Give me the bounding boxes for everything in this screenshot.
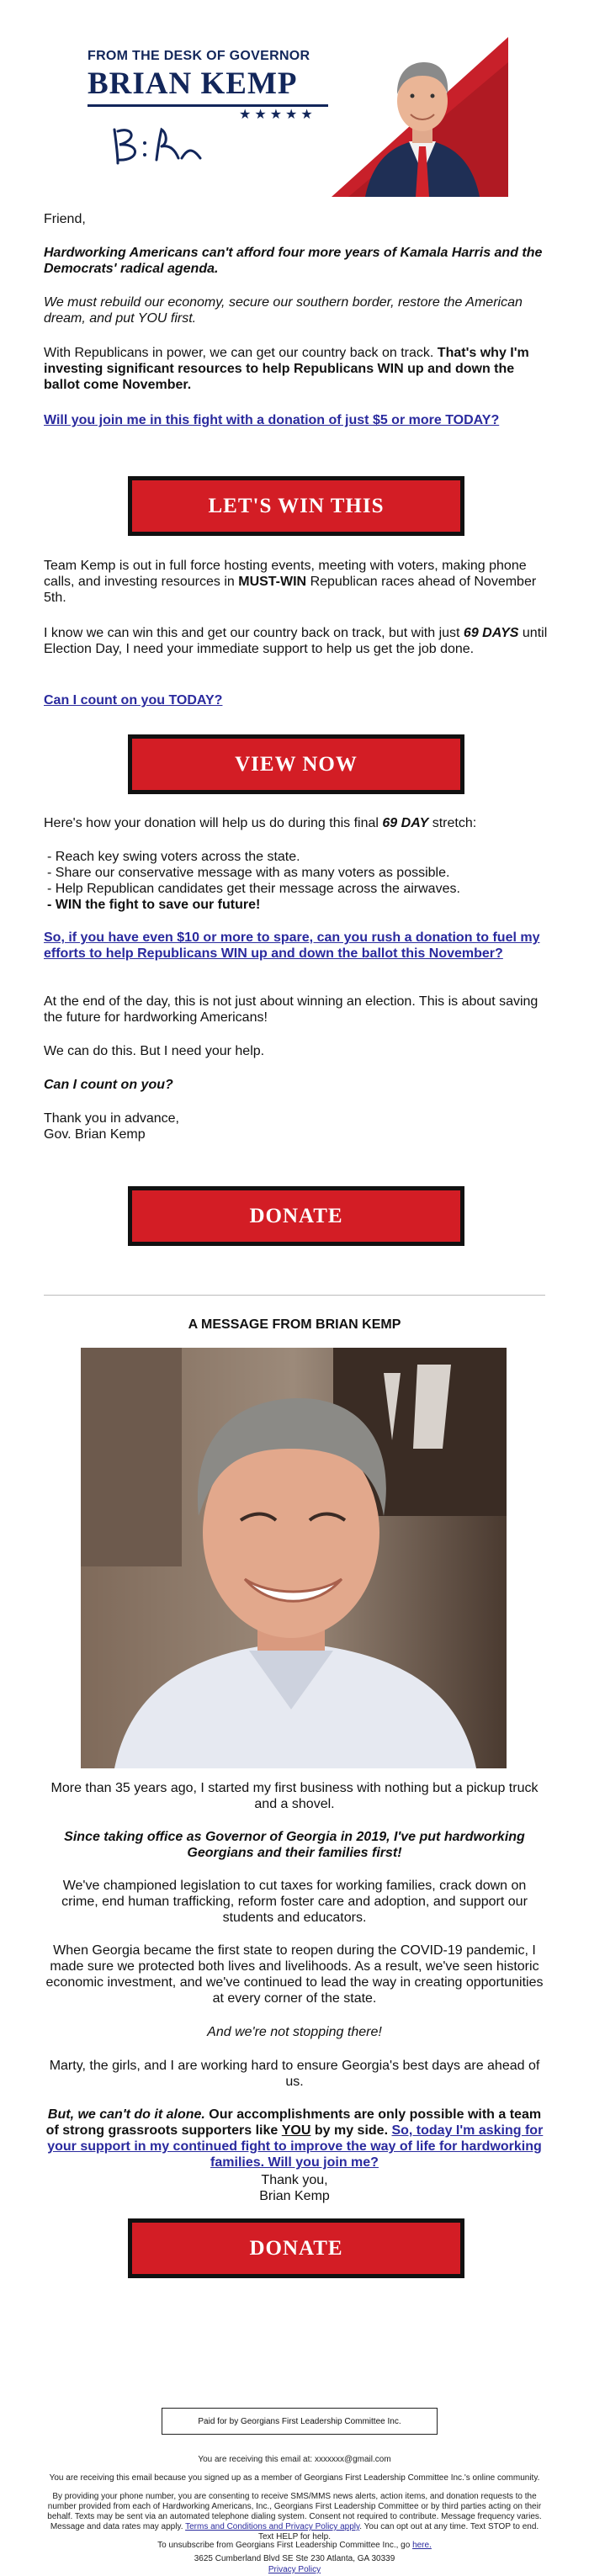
address-line-1: 3625 Cumberland Blvd SE Ste 230 xyxy=(194,2554,325,2563)
intro-italic: We must rebuild our economy, secure our southern border, restore the American dream, and put YOU first. xyxy=(44,295,523,326)
republicans-plain: With Republicans in power, we can get our country back on track. xyxy=(44,346,434,360)
footer-signed-up: You are receiving this email because you signed up as a member of Georgians First Leadership Committee Inc.'s online community. xyxy=(49,2473,540,2483)
republicans-bold: That's why I'm investing significant resources to help Republicans WIN up and down the ballot come November. xyxy=(44,346,529,392)
section-divider xyxy=(44,1295,545,1296)
bio-support-paragraph xyxy=(44,2107,545,2171)
republicans-paragraph xyxy=(44,345,549,393)
privacy-policy-link[interactable]: Privacy Policy xyxy=(268,2565,321,2574)
end-of-day-paragraph: At the end of the day, this is not just about winning an election. This is about saving the future for hardworking Americans! xyxy=(44,994,539,1025)
bio-governor: Since taking office as Governor of Georgia in 2019, I've put hardworking Georgians and their families first! xyxy=(64,1830,525,1860)
message-title: A MESSAGE FROM BRIAN KEMP xyxy=(188,1317,401,1332)
count-on-you: Can I count on you? xyxy=(44,1078,173,1092)
donation-intro-a: Here's how your donation will help us do during this final xyxy=(44,816,379,830)
bio-thanks: Thank you, xyxy=(261,2173,328,2187)
bio-family: Marty, the girls, and I are working hard to ensure Georgia's best days are ahead of us. xyxy=(49,2059,540,2089)
list-item: - Reach key swing voters across the state. xyxy=(47,850,300,864)
greeting: Friend, xyxy=(44,212,86,226)
days-count: 69 DAYS xyxy=(463,626,519,640)
bio-legislation: We've championed legislation to cut taxes for working families, crack down on crime, end human trafficking, reform foster care and adoption, and support our students and educators. xyxy=(61,1879,528,1925)
header-banner xyxy=(82,29,508,197)
bio-side: by my side. xyxy=(314,2123,389,2138)
list-item: - Help Republican candidates get their message across the airwaves. xyxy=(47,882,460,896)
donate-5-link[interactable]: Will you join me in this fight with a donation of just $5 or more TODAY? xyxy=(44,413,500,427)
intro-bold: Hardworking Americans can't afford four more years of Kamala Harris and the Democrats' radical agenda. xyxy=(44,246,543,276)
thanks-line: Thank you in advance, xyxy=(44,1111,179,1126)
list-item: - Share our conservative message with as many voters as possible. xyxy=(47,866,450,880)
team-text-a: Team Kemp is out in full force hosting events, meeting with voters, making phone calls, and investing resources in xyxy=(44,559,527,589)
team-text-b: Republican races ahead of November 5th. xyxy=(44,575,537,605)
footer-receiving: You are receiving this email at: xxxxxxx@gmail.com xyxy=(198,2455,391,2464)
footer-privacy xyxy=(44,2565,545,2575)
governor-portrait-photo xyxy=(81,1348,507,1768)
donate-10-link[interactable]: So, if you have even $10 or more to spare, can you rush a donation to fuel my efforts to help Republicans WIN up and down the ballot this November? xyxy=(44,930,540,961)
header-governor-name: BRIAN KEMP xyxy=(88,66,298,101)
we-can-paragraph: We can do this. But I need your help. xyxy=(44,1044,265,1058)
header-stars: ★★★★★ xyxy=(239,108,316,122)
terms-privacy-link[interactable]: Terms and Conditions and Privacy Policy apply xyxy=(185,2522,360,2531)
unsubscribe-link[interactable]: here. xyxy=(412,2541,432,2550)
bio-business: More than 35 years ago, I started my first business with nothing but a pickup truck and a shovel. xyxy=(50,1781,539,1811)
header-desk-text: FROM THE DESK OF GOVERNOR xyxy=(88,49,310,63)
address-line-2: Atlanta, GA 30339 xyxy=(326,2554,395,2563)
join-me-link[interactable]: So, today I'm asking for your support in my continued fight to improve the way of life for hardworking families. Will you join me? xyxy=(47,2123,544,2170)
paid-for-box xyxy=(162,2408,438,2435)
bio-covid: When Georgia became the first state to reopen during the COVID-19 pandemic, I made sure we protected both lives and livelihoods. As a result, we've seen historic economic investment, and we've continued to lead the way in creating opportunities at every corner of the state. xyxy=(45,1943,544,2006)
team-must-win: MUST-WIN xyxy=(238,575,307,589)
unsubscribe-text: To unsubscribe from Georgians First Leadership Committee Inc., go xyxy=(157,2541,411,2550)
paid-for-text: Paid for by Georgians First Leadership Committee Inc. xyxy=(198,2416,401,2426)
bio-alone: But, we can't do it alone. xyxy=(47,2107,205,2122)
donation-intro xyxy=(44,815,549,831)
bio-you: YOU xyxy=(281,2123,311,2138)
footer-unsubscribe xyxy=(44,2541,545,2551)
donate-button-1[interactable]: DONATE xyxy=(128,1186,464,1246)
days-text-a: I know we can win this and get our country back on track, but with just xyxy=(44,626,460,640)
donate-button-2[interactable]: DONATE xyxy=(128,2218,464,2278)
signoff-line: Gov. Brian Kemp xyxy=(44,1127,146,1142)
footer-sms-text-2: . You can opt out at any time. Text STOP to end. Text HELP for help. xyxy=(258,2522,539,2542)
view-now-button[interactable]: VIEW NOW xyxy=(128,734,464,794)
footer-address xyxy=(44,2554,545,2564)
team-kemp-paragraph xyxy=(44,558,549,606)
count-on-today-link[interactable]: Can I count on you TODAY? xyxy=(44,693,223,708)
donation-intro-b: stretch: xyxy=(432,816,477,830)
header-title-block xyxy=(82,29,335,197)
footer-sms-disclaimer xyxy=(44,2492,545,2542)
bio-sign: Brian Kemp xyxy=(259,2189,330,2203)
donation-bullets xyxy=(47,849,552,913)
signature-icon xyxy=(108,121,209,172)
bio-not-stopping: And we're not stopping there! xyxy=(207,2025,382,2039)
lets-win-button[interactable]: LET'S WIN THIS xyxy=(128,476,464,536)
donation-intro-days: 69 DAY xyxy=(382,816,429,830)
days-text-b: until Election Day, I need your immediate support to help us get the job done. xyxy=(44,626,548,656)
days-paragraph xyxy=(44,625,549,657)
governor-portrait-header xyxy=(332,29,508,197)
footer-sms-text: By providing your phone number, you are consenting to receive SMS/MMS news alerts, action items, and donation requests to the number provided from each of Hardworking Americans, Inc., Georgians First Leadership Committee or by third parties acting on their behalf. Texts may be sent via an automated telephone dialing system. Consent not required to contribute. Message frequency varies. Message and data rates may apply. xyxy=(47,2492,542,2531)
bio-team: Our accomplishments are only possible with a team of strong grassroots supporters like xyxy=(45,2107,542,2138)
list-item: - WIN the fight to save our future! xyxy=(47,898,261,912)
